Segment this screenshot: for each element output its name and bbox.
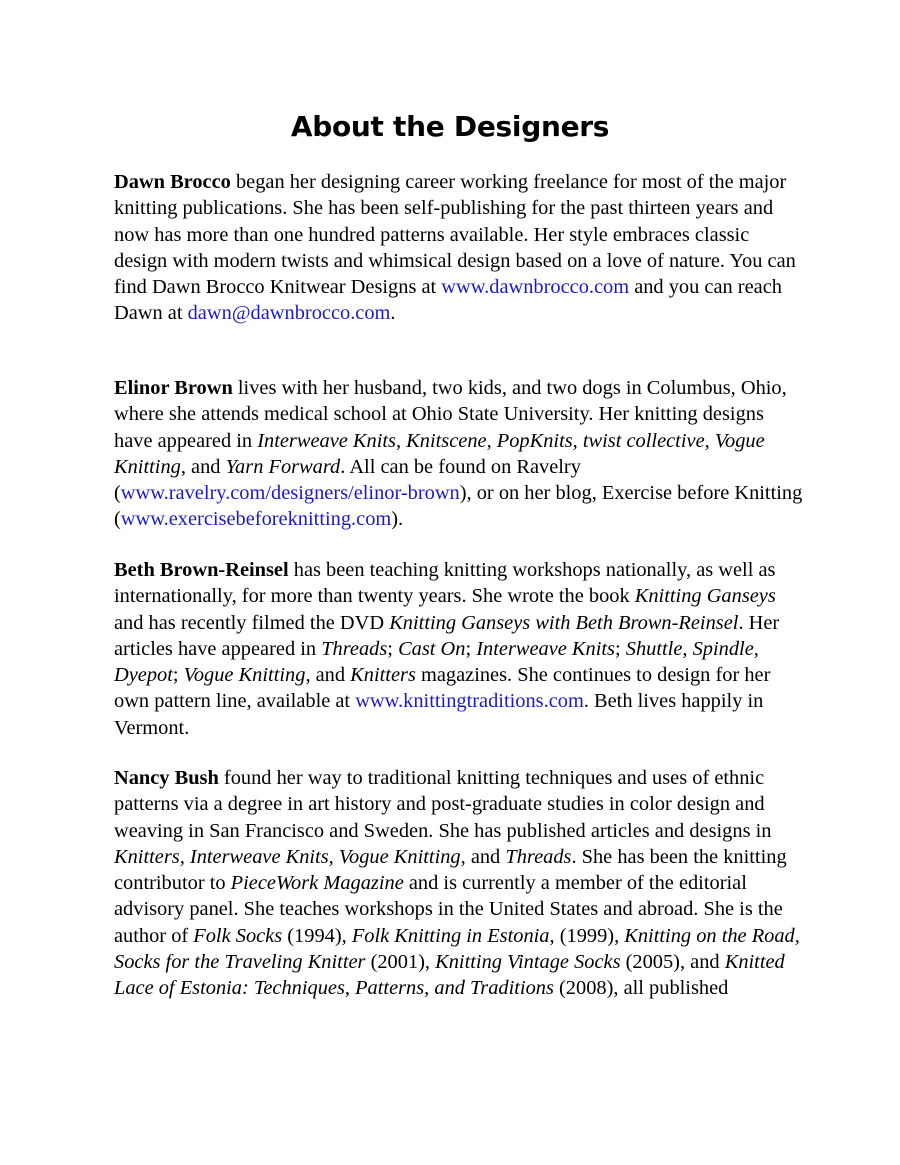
bio-text: found her way to traditional knitting techniques and uses of ethnic patterns via a degree in art history and post-graduate studies in color design and weaving in San Francisco and Sweden. She has published articles and designs in xyxy=(114,767,772,842)
publication-title: Threads xyxy=(505,845,572,868)
bio-text: lives with her husband, two kids, and two dogs in Columbus, Ohio, where she attends medical school at Ohio State University. Her knitting designs have appeared in xyxy=(114,377,787,452)
publication-title: Shuttle, Spindle, Dyepot xyxy=(114,637,759,687)
publication-title: Threads xyxy=(321,637,388,660)
bio-text: (2008), all published xyxy=(553,977,729,1000)
book-title: Folk Knitting in Estonia, xyxy=(351,924,555,947)
publication-title: Knitters xyxy=(350,664,416,687)
bio-text: and has recently filmed the DVD xyxy=(114,611,390,634)
book-title: Knitting Vintage Socks xyxy=(435,951,621,974)
bio-text: ). xyxy=(391,508,404,531)
bio-text: , and xyxy=(305,664,351,687)
bio-text: magazines. She continues to design for her own pattern line, available at xyxy=(114,664,771,713)
bio-beth-brown-reinsel xyxy=(114,557,804,741)
publication-title: Knitters, Interweave Knits, Vogue Knitting, xyxy=(114,845,466,868)
publication-title: Yarn Forward xyxy=(225,455,341,478)
designer-name: Elinor Brown xyxy=(114,377,233,399)
bio-text: and you can reach Dawn at xyxy=(114,276,782,325)
bio-text: (1994), xyxy=(282,924,352,947)
bio-text: (2001), xyxy=(365,951,436,974)
publication-title: Cast On xyxy=(398,637,466,660)
book-title: Knitting on the Road, Socks for the Traveling Knitter xyxy=(114,924,800,974)
page-title: About the Designers xyxy=(290,110,610,143)
bio-text: , xyxy=(704,429,715,452)
bio-elinor-brown xyxy=(114,375,804,533)
publication-title: Vogue Knitting xyxy=(183,664,306,687)
bio-text: . xyxy=(390,302,396,325)
bio-text: and is currently a member of the editorial advisory panel. She teaches workshops in the United States and abroad. She is the author of xyxy=(114,872,783,947)
dvd-title: Knitting Ganseys with Beth Brown-Reinsel xyxy=(389,611,739,634)
publication-title: Vogue Knitting xyxy=(114,429,765,478)
book-title: Knitted Lace of Estonia: Techniques, Patterns, and Traditions xyxy=(114,951,785,1000)
bio-text: . Her articles have appeared in xyxy=(114,611,780,660)
bio-text: . All can be found on Ravelry ( xyxy=(114,455,581,505)
blog-link[interactable]: www.exercisebeforeknitting.com xyxy=(120,508,392,531)
bio-text: (2005), and xyxy=(620,951,725,974)
bio-text: ), or on her blog, Exercise before Knitting ( xyxy=(114,482,803,531)
designer-name: Beth Brown-Reinsel xyxy=(114,559,289,581)
bio-nancy-bush xyxy=(114,765,804,1002)
book-title: Knitting Ganseys xyxy=(634,585,776,608)
publication-title: Interweave Knits, Knitscene, PopKnits, twist collective xyxy=(257,429,705,452)
bio-text: ; xyxy=(465,637,477,660)
bio-text: . Beth lives happily in Vermont. xyxy=(114,690,764,739)
bio-text: ; xyxy=(387,637,399,660)
bio-text: and xyxy=(465,845,506,868)
bio-text: , and xyxy=(180,455,226,478)
publication-title: PieceWork Magazine xyxy=(230,872,404,895)
bio-text: ; xyxy=(615,637,626,660)
bio-text: began her designing career working freelance for most of the major knitting publications. She has been self-publishing for the past thirteen years and now has more than one hundred patterns available. Her style embraces classic design with modern twists and whimsical design based on a love of nature. You can find Dawn Brocco Knitwear Designs at xyxy=(114,171,796,299)
email-link[interactable]: dawn@dawnbrocco.com xyxy=(187,302,391,325)
publication-title: Interweave Knits xyxy=(476,637,615,660)
website-link[interactable]: www.dawnbrocco.com xyxy=(441,276,630,299)
bio-text: ; xyxy=(172,664,184,687)
book-title: Folk Socks xyxy=(193,924,283,947)
bio-text: (1999), xyxy=(554,924,625,947)
bio-dawn-brocco xyxy=(114,169,804,327)
bio-text: . She has been the knitting contributor to xyxy=(114,845,787,895)
designer-name: Dawn Brocco xyxy=(114,171,231,193)
designer-name: Nancy Bush xyxy=(114,767,219,789)
ravelry-link[interactable]: www.ravelry.com/designers/elinor-brown xyxy=(120,482,460,505)
website-link[interactable]: www.knittingtraditions.com xyxy=(355,690,584,713)
bio-text: has been teaching knitting workshops nationally, as well as internationally, for more than twenty years. She wrote the book xyxy=(114,559,776,608)
